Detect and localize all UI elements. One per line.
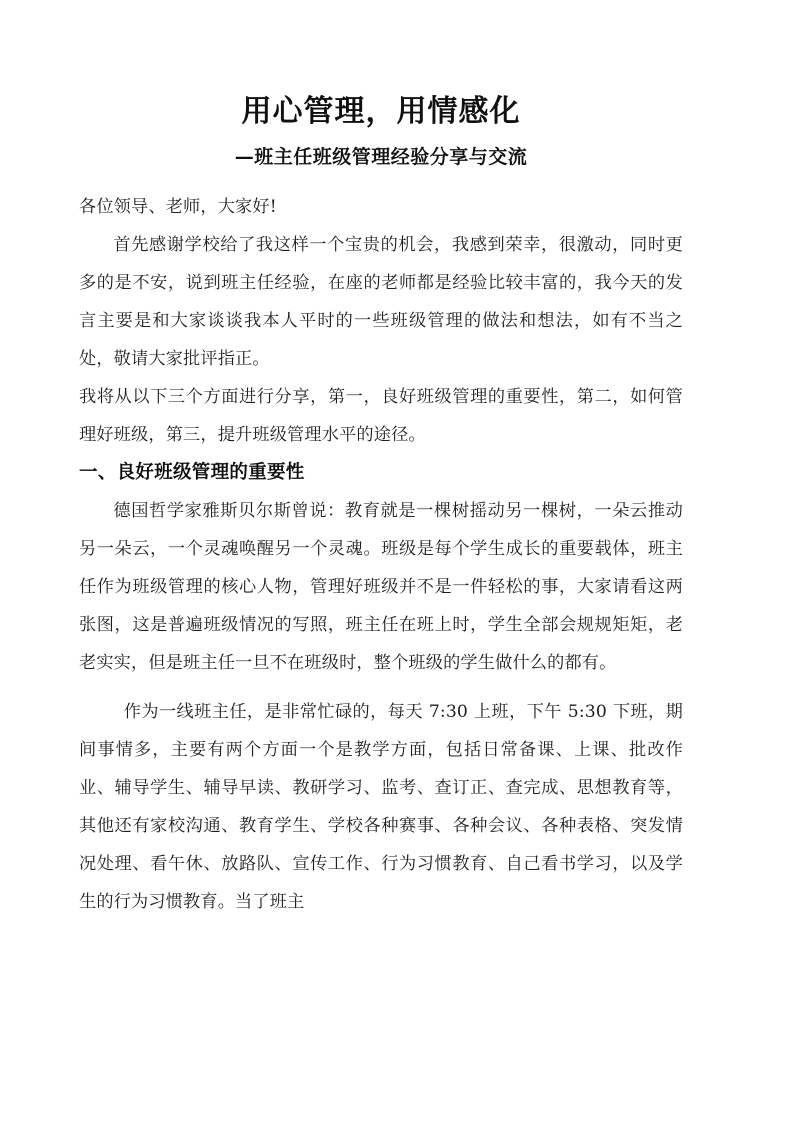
document-subtitle: —班主任班级管理经验分享与交流 [234,146,528,168]
paragraph-outline: 我将从以下三个方面进行分享，第一，良好班级管理的重要性，第二，如何管理好班级，第三，提升班级管理水平的途径。 [79,387,683,445]
document-title: 用心管理，用情感化 [241,94,521,129]
salutation-paragraph: 各位领导、老师，大家好! [79,197,277,217]
paragraph-intro: 首先感谢学校给了我这样一个宝贵的机会，我感到荣幸，很激动，同时更多的是不安，说到班主任经验，在座的老师都是经验比较丰富的，我今天的发言主要是和大家谈谈我本人平时的一些班级管理的做法和想法，如有不当之处，敬请大家批评指正。 [79,235,683,369]
document-content [79,0,683,921]
paragraph-jaspers-quote: 德国哲学家雅斯贝尔斯曾说：教育就是一棵树摇动另一棵树，一朵云推动另一朵云，一个灵魂唤醒另一个灵魂。班级是每个学生成长的重要载体，班主任作为班级管理的核心人物，管理好班级并不是一件轻松的事，大家请看这两张图，这是普遍班级情况的写照，班主任在班上时，学生全部会规规矩矩，老老实实，但是班主任一旦不在班级时，整个班级的学生做什么的都有。 [79,501,683,673]
section-heading-1: 一、良好班级管理的重要性 [79,462,305,483]
paragraph-daily-routine: 作为一线班主任，是非常忙碌的，每天 7:30 上班，下午 5:30 下班，期间事情多，主要有两个方面一个是教学方面，包括日常备课、上课、批改作业、辅导学生、辅导早读、教研学习、监考、查订正、查完成、思想教育等，其他还有家校沟通、教育学生、学校各种赛事、各种会议、各种表格、突发情况处理、看午休、放路队、宣传工作、行为习惯教育、自己看书学习，以及学生的行为习惯教育。当了班主 [79,702,683,912]
